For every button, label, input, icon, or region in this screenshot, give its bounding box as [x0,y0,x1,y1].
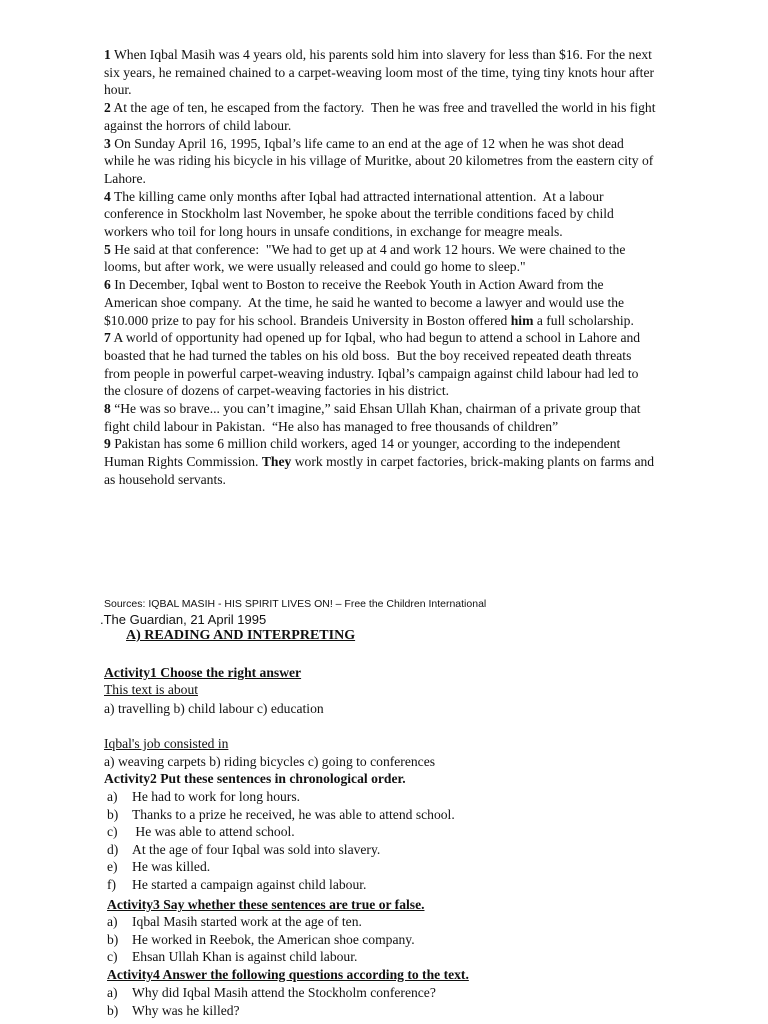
item-text: Why did Iqbal Masih attend the Stockholm conference? [132,985,436,1000]
emphasized-word: They [261,454,292,470]
list-item [107,932,415,950]
paragraph-text: In December, Iqbal went to Boston to receive the Reebok Youth in Action Award from the American shoe company. At the time, he said he wanted to become a lawyer and would use the $10.000 prize to pay for his school. Brandeis University in Boston offered [104,277,628,328]
paragraph-1 [104,46,656,99]
paragraph-9 [104,435,656,488]
activity4-list [107,985,436,1020]
list-item [107,877,455,895]
list-item [107,824,455,842]
item-label: f) [107,876,117,892]
paragraph-text: He said at that conference: "We had to get up at 4 and work 12 hours. We were chained to the looms, but after work, we were usually released and could go home to sleep." [104,241,629,275]
paragraph-number: 3 [104,135,111,151]
item-label: c) [107,949,118,965]
sources-line: Sources: IQBAL MASIH - HIS SPIRIT LIVES ON! – Free the Children International [104,598,487,610]
item-label: a) [107,985,118,1000]
list-item [107,985,436,1003]
paragraph-text: work mostly in carpet factories, brick-making plants on farms and as household servants. [104,454,658,487]
item-text: Ehsan Ullah Khan is against child labour. [132,949,358,965]
paragraph-text: a full scholarship. [533,312,634,328]
paragraph-number: 8 [104,401,111,417]
list-item [107,842,455,860]
section-heading: A) READING AND INTERPRETING [126,628,356,643]
item-label: a) [107,914,118,929]
paragraph-3 [104,135,656,188]
item-text: He was killed. [132,859,211,875]
activity3-title: Activity3 Say whether these sentences are true or false. [107,897,425,912]
activity1-title: Activity1 Choose the right answer [104,665,302,680]
list-item [107,1003,436,1021]
item-text: Iqbal Masih started work at the age of ten. [132,914,362,929]
item-text: He worked in Reebok, the American shoe company. [132,931,415,947]
activity1-question2: Iqbal's job consisted in [104,736,229,751]
paragraph-number: 4 [104,188,111,204]
item-label: d) [107,841,119,857]
item-text: He had to work for long hours. [132,789,301,804]
item-text: He started a campaign against child labour. [132,876,367,892]
item-label: b) [107,931,119,947]
item-label: e) [107,859,118,875]
paragraph-number: 9 [104,436,111,452]
activity3-list [107,914,415,967]
paragraph-number: 5 [104,241,111,257]
activity1-question1: This text is about [104,682,199,697]
item-label: b) [107,1002,119,1018]
paragraph-8 [104,400,656,435]
activity2-title: Activity2 Put these sentences in chronological order. [104,771,406,786]
paragraph-6 [104,276,656,329]
paragraph-number: 7 [104,330,111,346]
paragraph-text: Pakistan has some 6 million child workers, aged 14 or younger, according to the independent Human Rights Commission. [104,436,624,470]
list-item [107,859,455,877]
list-item [107,949,415,967]
paragraph-text: At the age of ten, he escaped from the factory. Then he was free and travelled the world in his fight against the horrors of child labour. [104,100,659,133]
item-text: At the age of four Iqbal was sold into slavery. [132,841,381,857]
activity4-title: Activity4 Answer the following questions according to the text. [107,967,469,982]
article-body [104,46,659,489]
paragraph-7 [104,329,656,400]
paragraph-5 [104,241,656,276]
paragraph-text: On Sunday April 16, 1995, Iqbal’s life came to an end at the age of 12 when he was shot dead while he was riding his bicycle in his village of Muritke, about 20 kilometres from the eastern city of Lahore. [104,135,657,186]
emphasized-word: him [510,312,534,328]
paragraph-text: When Iqbal Masih was 4 years old, his parents sold him into slavery for less than $16. For the next six years, he remained chained to a carpet-weaving loom most of the time, tying tiny knots hour after hour. [104,47,658,98]
activity1-question2-options: a) weaving carpets b) riding bicycles c) going to conferences [104,754,436,769]
item-text: Why was he killed? [132,1002,240,1018]
activity2-list [107,789,455,895]
item-text: Thanks to a prize he received, he was able to attend school. [132,806,455,822]
paragraph-text: A world of opportunity had opened up for Iqbal, who had begun to attend a school in Lahore and boasted that he had turned the tables on his old boss. But the boy received repeated death threats from people in powerful carpet-weaving industry. Iqbal’s campaign against child labour had led to the closure of dozens of carpet-weaving factories in his district. [104,330,644,399]
item-label: c) [107,824,118,840]
paragraph-text: “He was so brave... you can’t imagine,” said Ehsan Ullah Khan, chairman of a private group that fight child labour in Pakistan. “He also has managed to free thousands of children” [104,401,644,434]
paragraph-number: 6 [104,277,111,293]
list-item [107,789,455,807]
activity1-question1-options: a) travelling b) child labour c) education [104,701,324,716]
citation-line: .The Guardian, 21 April 1995 [100,612,267,627]
paragraph-number: 2 [104,100,111,116]
paragraph-number: 1 [104,47,111,62]
item-text: He was able to attend school. [132,824,295,840]
paragraph-text: The killing came only months after Iqbal had attracted international attention. At a labour conference in Stockholm last November, he spoke about the terrible conditions faced by child workers who toil for long hours in unsafe conditions, in exchange for meagre meals. [104,188,618,240]
paragraph-4 [104,188,656,241]
item-label: b) [107,806,119,822]
item-label: a) [107,789,118,804]
paragraph-2 [104,99,659,134]
list-item [107,807,455,825]
list-item [107,914,415,932]
